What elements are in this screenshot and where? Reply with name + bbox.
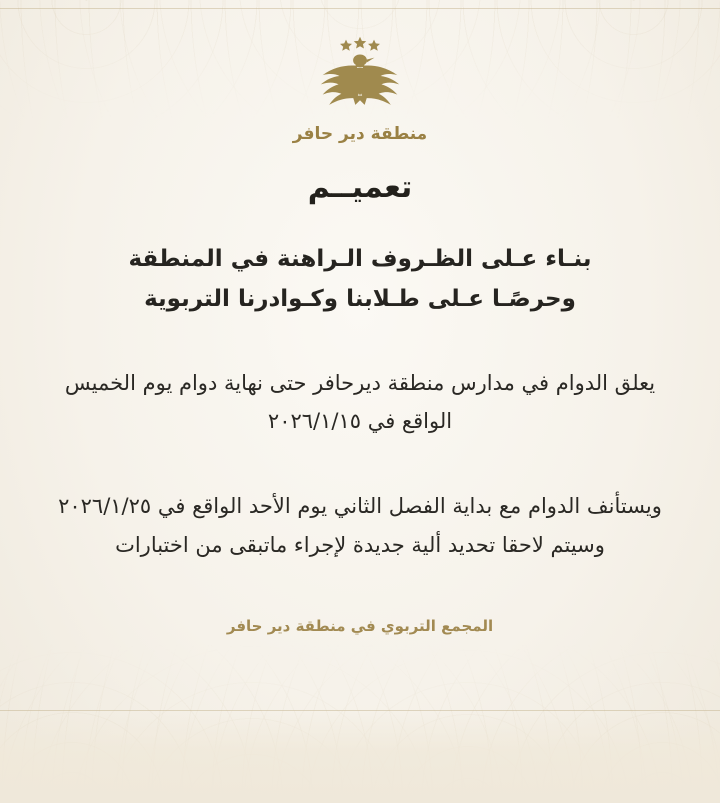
ornament-pattern-bottom xyxy=(0,643,720,803)
signature-line: المجمع التربوي في منطقة دير حافر xyxy=(226,616,494,635)
lede-paragraph xyxy=(80,239,640,320)
divider-bottom xyxy=(0,710,720,711)
eagle-crest-icon xyxy=(304,34,416,118)
page-title: تعميــم xyxy=(307,170,413,205)
lede-line-2: وحرصًـا عـلى طـلابنا وكـوادرنا التربوية xyxy=(144,286,576,313)
body-paragraph-1: يعلق الدوام في مدارس منطقة ديرحافر حتى نهاية دوام يوم الخميس الواقع في ٢٠٢٦/١/١٥ xyxy=(64,370,656,434)
body-paragraph-2: ويستأنف الدوام مع بداية الفصل الثاني يوم الأحد الواقع في ٢٠٢٦/١/٢٥ وسيتم لاحقا تحديد ألية جديدة لإجراء ماتبقى من اختبارات xyxy=(58,494,662,558)
lede-line-1: بنـاء عـلى الظـروف الـراهنة في المنطقة xyxy=(128,246,592,272)
bottom-gradient-strip xyxy=(0,711,720,803)
issuing-authority: منطقة دير حافر xyxy=(292,124,428,144)
